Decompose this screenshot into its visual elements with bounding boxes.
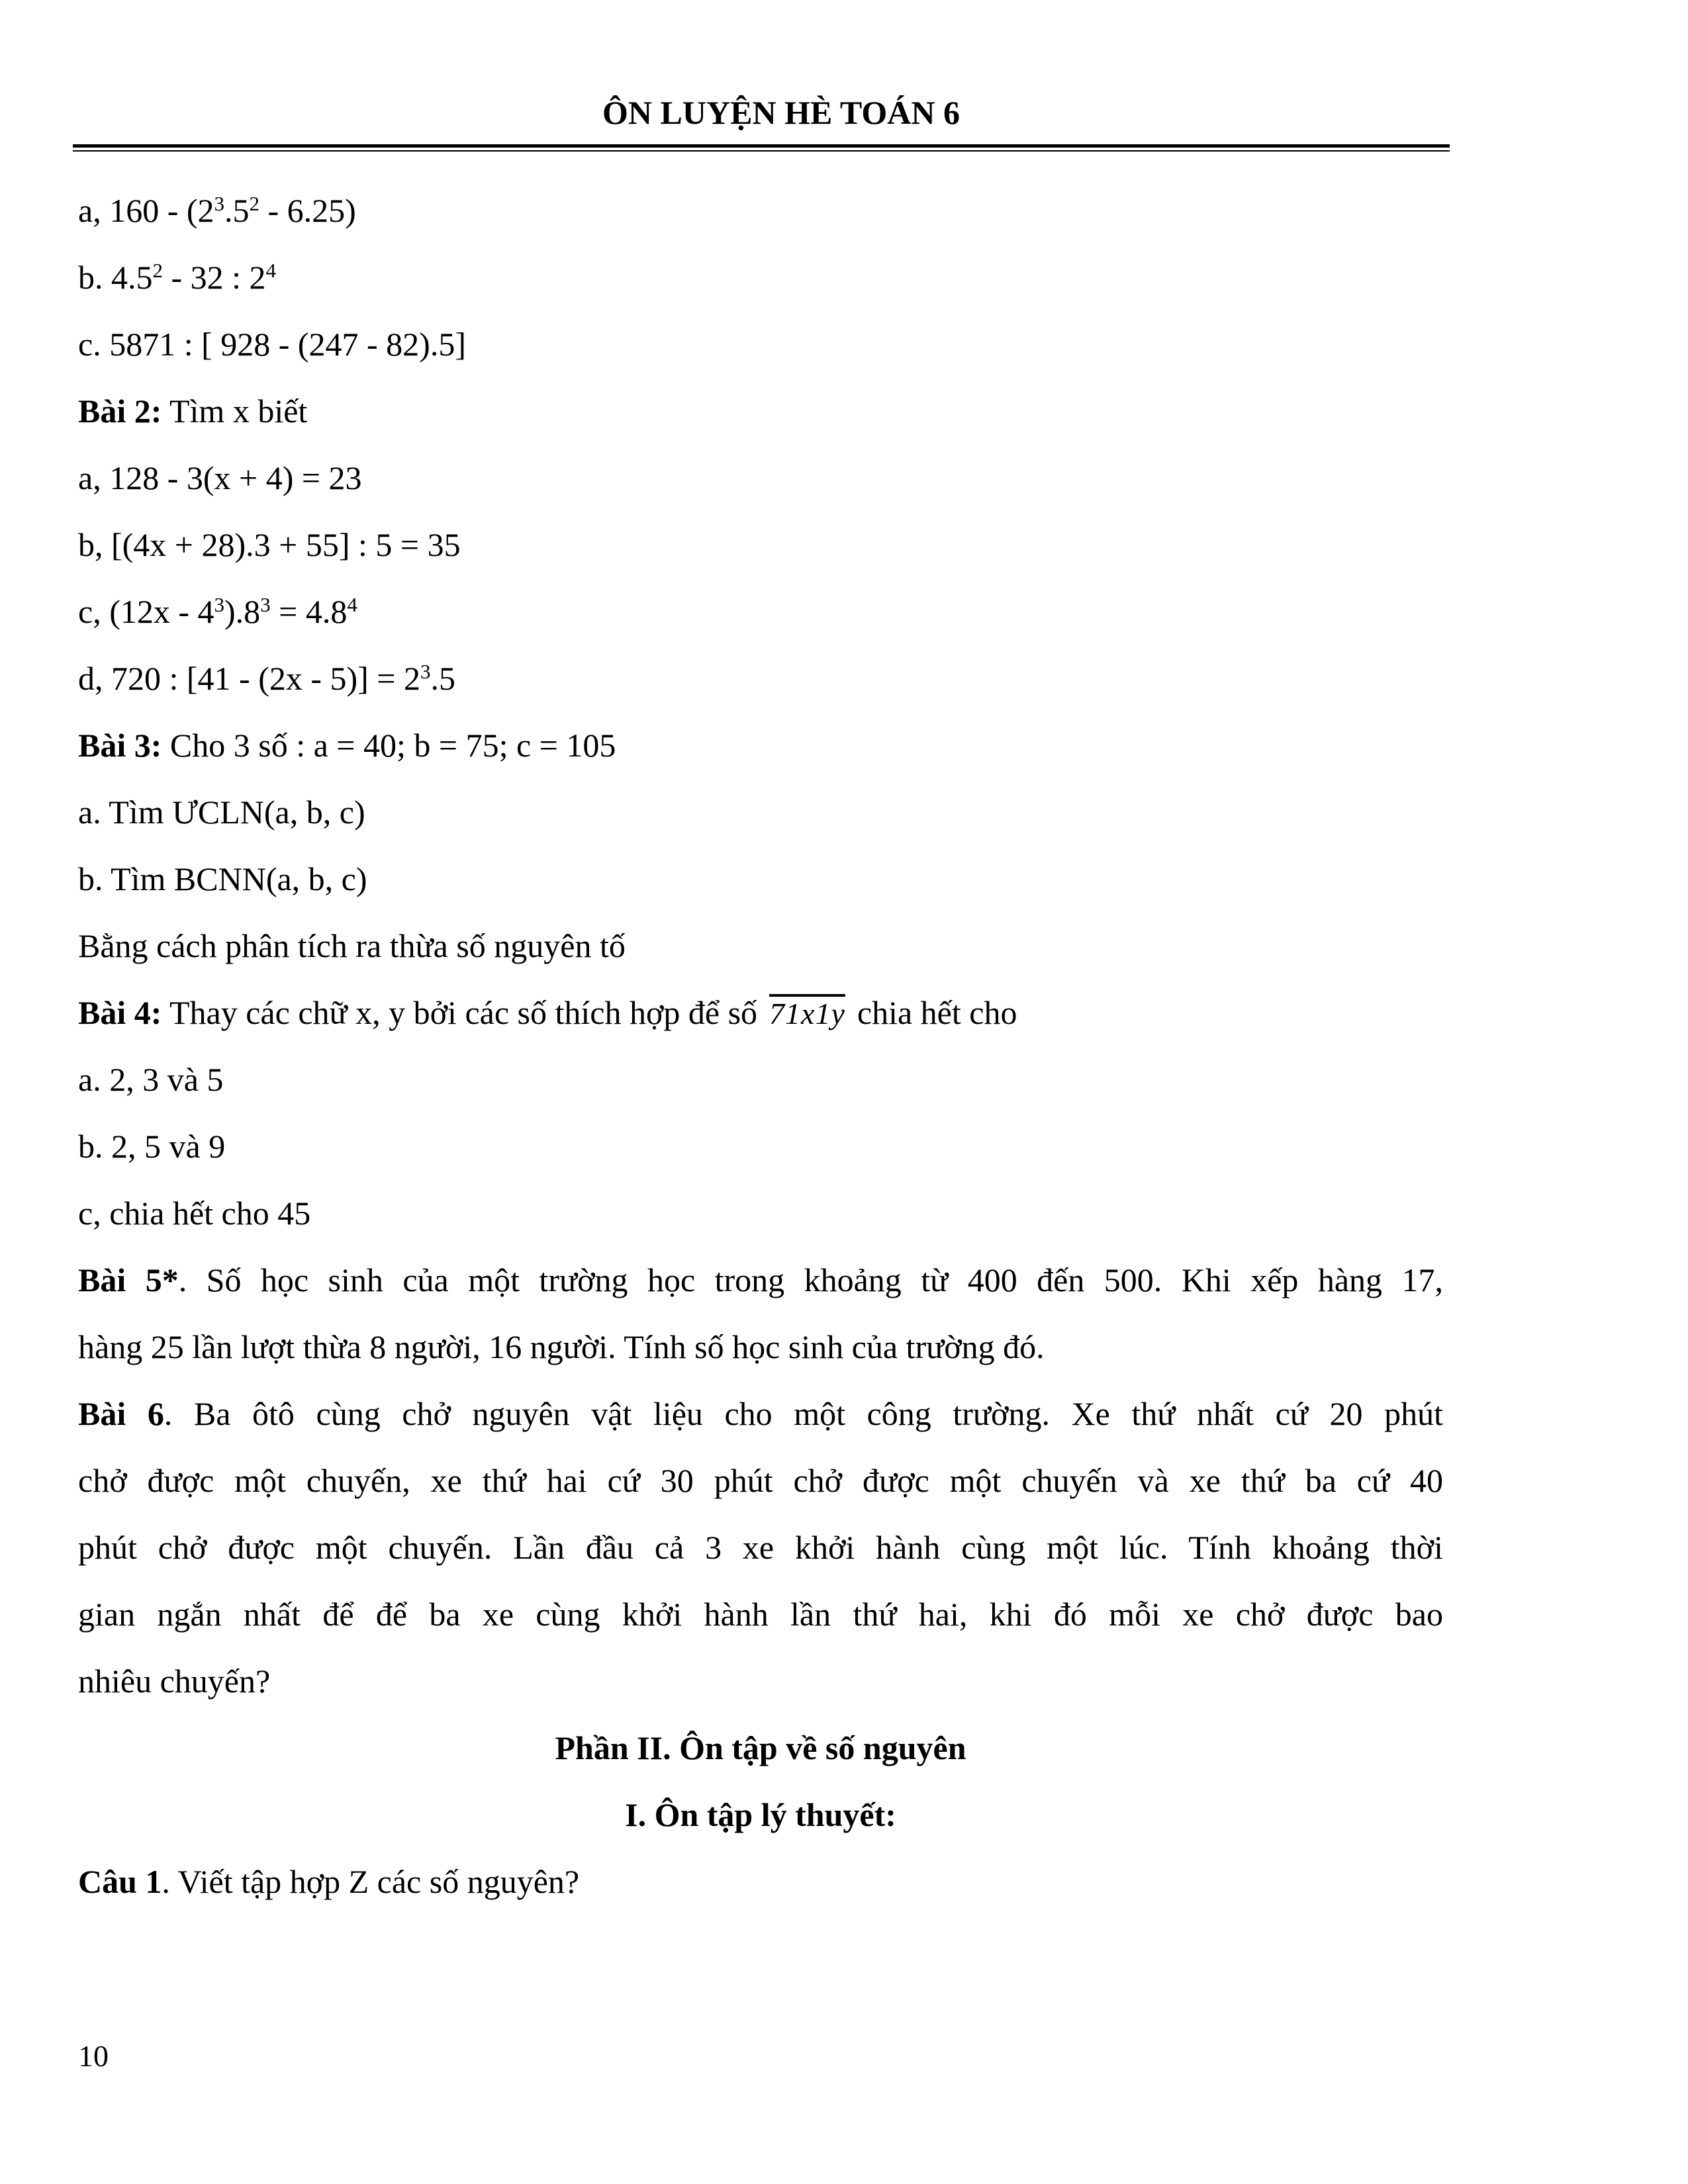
- cau1-label: Câu 1: [78, 1863, 162, 1900]
- page-header: [73, 93, 1450, 150]
- bai3-label: Bài 3:: [78, 727, 162, 764]
- cau1-question: Câu 1. Viết tập hợp Z các số nguyên?: [78, 1863, 580, 1900]
- bai4-label: Bài 4:: [78, 994, 162, 1031]
- bai3-note: Bằng cách phân tích ra thừa số nguyên tố: [78, 927, 626, 964]
- bai4-item-a: a. 2, 3 và 5: [78, 1061, 224, 1098]
- header-rule-thin: [73, 150, 1450, 152]
- header-rule-thick: [73, 144, 1450, 148]
- bai4-item-c: c, chia hết cho 45: [78, 1195, 311, 1232]
- bai2-item-a: a, 128 - 3(x + 4) = 23: [78, 459, 362, 496]
- section-subtitle: I. Ôn tập lý thuyết:: [625, 1796, 896, 1833]
- bai5-label: Bài 5*: [78, 1261, 179, 1298]
- bai4-item-b: b. 2, 5 và 9: [78, 1128, 226, 1165]
- bai3-heading: Bài 3: Cho 3 số : a = 40; b = 75; c = 105: [78, 727, 616, 764]
- bai2-item-c: c, $(12x - 4^3).8^3 = 4.8^4$: [78, 592, 357, 630]
- bai2-item-b: b, [(4x + 28).3 + 55] : 5 = 35: [78, 526, 461, 563]
- page-number: 10: [78, 2039, 109, 2073]
- bai2-label: Bài 2:: [78, 392, 162, 430]
- overlined-number: 71x1y: [769, 997, 845, 1030]
- bai3-item-a: a. Tìm ƯCLN(a, b, c): [78, 794, 365, 831]
- bai3-item-b: b. Tìm BCNN(a, b, c): [78, 860, 367, 897]
- section-title: Phần II. Ôn tập về số nguyên: [555, 1729, 966, 1766]
- bai6-paragraph: Bài 6. Ba ôtô cùng chở nguyên vật liệu cho một công trường. Xe thứ nhất cứ 20 phút chở được một chuyến, xe thứ hai cứ 30 phút chở được một chuyến và xe thứ ba cứ 40 phút chở được một chuyến. Lần đầu cả 3 xe khởi hành cùng một lúc. Tính khoảng thời gian ngắn nhất để để ba xe cùng khởi hành lần thứ hai, khi đó mỗi xe chở được bao nhiêu chuyến?: [78, 1395, 1443, 1700]
- bai4-heading: Bài 4: Thay các chữ x, y bởi các số thích hợp để số 71x1y chia hết cho: [78, 979, 1443, 1046]
- bai2-item-d: d, 720 : $[41 - (2x - 5)] = 2^3.5$: [78, 659, 455, 697]
- bai6-label: Bài 6: [78, 1395, 164, 1432]
- bai1-item-a: a, $160 - (2^3.5^2 - 6.25)$: [78, 191, 356, 229]
- bai1-item-b: b. $4.5^2 - 32$ : $2^4$: [78, 258, 277, 296]
- bai1-item-c: c. 5871 : [ 928 - (247 - 82).5]: [78, 326, 466, 363]
- page-header-title: ÔN LUYỆN HÈ TOÁN 6: [602, 94, 960, 131]
- bai2-heading: Bài 2: Tìm x biết: [78, 392, 308, 430]
- bai5-paragraph: Bài 5*. Số học sinh của một trường học trong khoảng từ 400 đến 500. Khi xếp hàng 17, hàng 25 lần lượt thừa 8 người, 16 người. Tính số học sinh của trường đó.: [78, 1261, 1443, 1365]
- page-content: [78, 177, 1443, 1915]
